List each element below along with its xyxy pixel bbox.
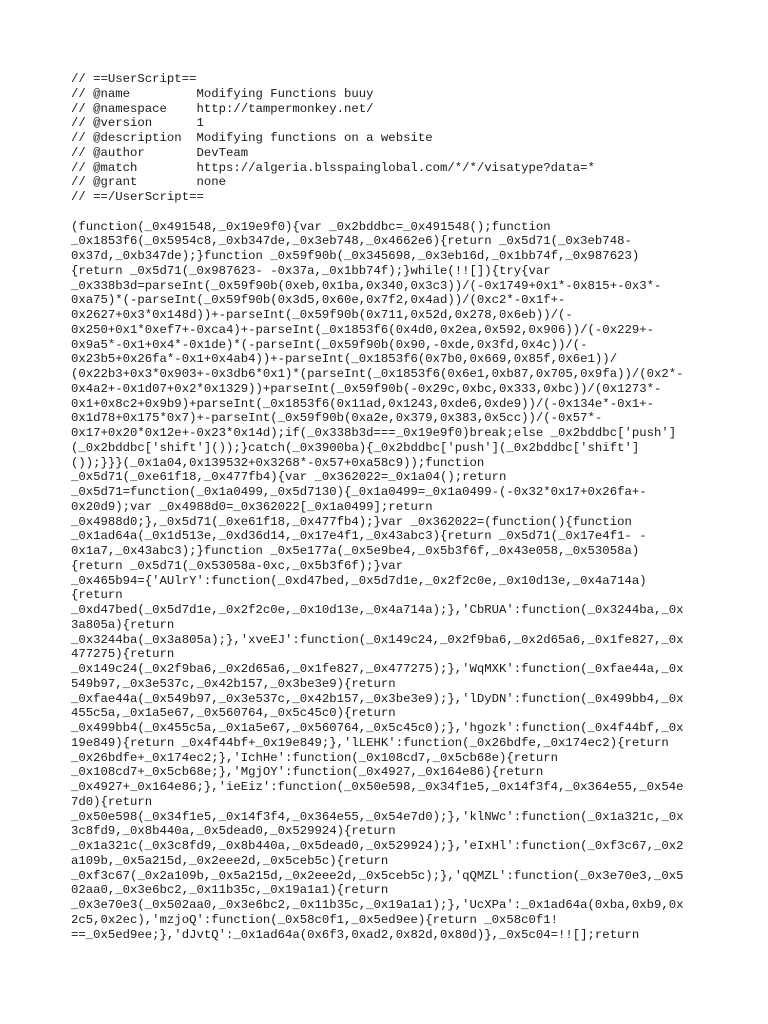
code-line: _0x5d71=function(_0x1a0499,_0x5d7130){_0x1a0499=_0x1a0499-(-0x32*0x17+0x26fa+- [71,485,647,499]
code-line: _0x5d71(_0xe61f18,_0x477fb4){var _0x362022=_0x1a04();return [71,470,507,485]
meta-version-line: // @version 1 [71,116,204,131]
code-line: 477275){return [71,647,175,662]
code-line: _0x465b94={'AUlrY':function(_0xd47bed,_0x5d7d1e,_0x2f2c0e,_0x10d13e,_0x4a714a) [71,573,647,588]
code-line: ());}}}(_0x1a04,0x139532+0x3268*-0x57+0xa58c9));function [71,455,485,470]
code-line: 19e849){return _0x4f44bf+_0x19e849;},'lLEHK':function(_0x26bdfe,_0x174ec2){return [71,735,669,750]
meta-author-line: // @author DevTeam [71,145,249,160]
code-line: 455c5a,_0x1a5e67,_0x560764,_0x5c45c0){return [71,706,396,721]
code-line: _0x1ad64a(_0x1d513e,_0xd36d14,_0x17e4f1,_0x43abc3){return _0x5d71(_0x17e4f1- - [71,529,647,544]
code-line: _0x50e598(_0x34f1e5,_0x14f3f4,_0x364e55,_0x54e7d0);},'klNWc':function(_0x1a321c,_0x [71,809,684,824]
code-line: _0xf3c67(_0x2a109b,_0x5a215d,_0x2eee2d,_0x5ceb5c);},'qQMZL':function(_0x3e70e3,_0x5 [71,868,684,883]
code-line: _0x1853f6(_0x5954c8,_0xb347de,_0x3eb748,_0x4662e6){return _0x5d71(_0x3eb748- [71,234,632,249]
header-open-line: // ==UserScript== [71,72,197,86]
code-line: 0x250+0x1*0xef7+-0xca4)+-parseInt(_0x1853f6(0x4d0,0x2ea,0x592,0x906))/(-0x229+- [71,322,654,337]
code-line: 0x9a5*-0x1+0x4*-0x1de)*(-parseInt(_0x59f90b(0x90,-0xde,0x3fd,0x4c))/(- [71,337,588,352]
meta-name-line: // @name Modifying Functions buuy [71,86,374,101]
meta-match-line: // @match https://algeria.blsspainglobal.com/*/*/visatype?data=* [71,160,595,175]
code-line: 0xa75)*(-parseInt(_0x59f90b(0x3d5,0x60e,0x7f2,0x4ad))/(0xc2*-0x1f+- [71,293,566,308]
obfuscated-code [71,220,701,943]
code-line: {return _0x5d71(_0x987623- -0x37a,_0x1bb74f);}while(!![]){try{var [71,263,551,278]
code-line: 0x1a7,_0x43abc3);}function _0x5e177a(_0x5e9be4,_0x5b3f6f,_0x43e058,_0x53058a) [71,544,640,558]
code-line: 2c5,0x2ec),'mzjoQ':function(_0x58c0f1,_0x5ed9ee){return _0x58c0f1! [71,912,559,927]
code-line: _0x4927+_0x164e86;},'ieEiz':function(_0x50e598,_0x34f1e5,_0x14f3f4,_0x364e55,_0x54e [71,780,684,794]
userscript-header [71,72,701,205]
code-line: 0x4a2+-0x1d07+0x2*0x1329))+parseInt(_0x59f90b(-0x29c,0xbc,0x333,0xbc))/(0x1273*- [71,381,662,396]
code-line: _0x3244ba(_0x3a805a);},'xveEJ':function(_0x149c24,_0x2f9ba6,_0x2d65a6,_0x1fe827,_0x [71,632,684,647]
code-line: (function(_0x491548,_0x19e9f0){var _0x2bddbc=_0x491548();function [71,219,551,234]
code-line: (_0x2bddbc['shift']());}catch(_0x3900ba){_0x2bddbc['push'](_0x2bddbc['shift'] [71,440,640,455]
code-line: _0x499bb4(_0x455c5a,_0x1a5e67,_0x560764,_0x5c45c0);},'hgozk':function(_0x4f44bf,_0x [71,721,684,735]
code-line: _0xd47bed(_0x5d7d1e,_0x2f2c0e,_0x10d13e,_0x4a714a);},'CbRUA':function(_0x3244ba,_0x [71,603,684,617]
code-line: (0x22b3+0x3*0x903+-0x3db6*0x1)*(parseInt(_0x1853f6(0x6e1,0xb87,0x705,0x9fa))/(0x2*- [71,367,684,381]
script-page [71,72,701,942]
code-line: 0x23b5+0x26fa*-0x1+0x4ab4))+-parseInt(_0x1853f6(0x7b0,0x669,0x85f,0x6e1))/ [71,352,618,367]
code-line: a109b,_0x5a215d,_0x2eee2d,_0x5ceb5c){return [71,853,389,868]
code-line: 7d0){return [71,794,153,809]
blank-separator [71,205,701,220]
meta-namespace-line: // @namespace http://tampermonkey.net/ [71,101,374,116]
code-line: _0x26bdfe+_0x174ec2;},'IchHe':function(_0x108cd7,_0x5cb68e){return [71,750,559,765]
code-line: _0x108cd7+_0x5cb68e;},'MgjOY':function(_0x4927,_0x164e86){return [71,765,544,780]
code-line: 3c8fd9,_0x8b440a,_0x5dead0,_0x529924){return [71,824,396,839]
code-line: _0x338b3d=parseInt(_0x59f90b(0xeb,0x1ba,0x340,0x3c3))/(-0x1749+0x1*-0x815+-0x3*- [71,278,662,293]
code-line: _0xfae44a(_0x549b97,_0x3e537c,_0x42b157,_0x3be3e9);},'lDyDN':function(_0x499bb4,_0x [71,691,684,706]
code-line: 0x37d,_0xb347de);}function _0x59f90b(_0x345698,_0x3eb16d,_0x1bb74f,_0x987623) [71,249,640,263]
code-line: _0x4988d0;},_0x5d71(_0xe61f18,_0x477fb4);}var _0x362022=(function(){function [71,514,632,529]
code-line: {return _0x5d71(_0x53058a-0xc,_0x5b3f6f);}var [71,558,404,573]
code-line: 3a805a){return [71,617,175,632]
code-line: 0x20d9);var _0x4988d0=_0x362022[_0x1a0499];return [71,499,433,514]
header-close-line: // ==/UserScript== [71,190,204,204]
code-line: {return [71,588,123,603]
code-line: 0x1+0x8c2+0x9b9)+parseInt(_0x1853f6(0x11ad,0x1243,0xde6,0xde9))/(-0x134e*-0x1+- [71,396,654,411]
code-line: _0x1a321c(_0x3c8fd9,_0x8b440a,_0x5dead0,_0x529924);},'eIxHl':function(_0xf3c67,_0x2 [71,839,684,853]
code-line: ==_0x5ed9ee;},'dJvtQ':_0x1ad64a(0x6f3,0xad2,0x82d,0x80d)},_0x5c04=!![];return [71,927,640,942]
code-line: 0x1d78+0x175*0x7)+-parseInt(_0x59f90b(0xa2e,0x379,0x383,0x5cc))/(-0x57*- [71,411,603,426]
code-line: 0x17+0x20*0x12e+-0x23*0x14d);if(_0x338b3d===_0x19e9f0)break;else _0x2bddbc['push'] [71,426,677,440]
meta-description-line: // @description Modifying functions on a website [71,131,433,145]
code-line: 0x2627+0x3*0x148d))+-parseInt(_0x59f90b(0x711,0x52d,0x278,0x6eb))/(- [71,308,573,322]
code-line: _0x149c24(_0x2f9ba6,_0x2d65a6,_0x1fe827,_0x477275);},'WqMXK':function(_0xfae44a,_0x [71,662,684,676]
meta-grant-line: // @grant none [71,175,226,190]
code-line: _0x3e70e3(_0x502aa0,_0x3e6bc2,_0x11b35c,_0x19a1a1);},'UcXPa':_0x1ad64a(0xba,0xb9,0x [71,898,684,912]
code-line: 549b97,_0x3e537c,_0x42b157,_0x3be3e9){return [71,676,396,691]
code-line: 02aa0,_0x3e6bc2,_0x11b35c,_0x19a1a1){return [71,883,389,898]
